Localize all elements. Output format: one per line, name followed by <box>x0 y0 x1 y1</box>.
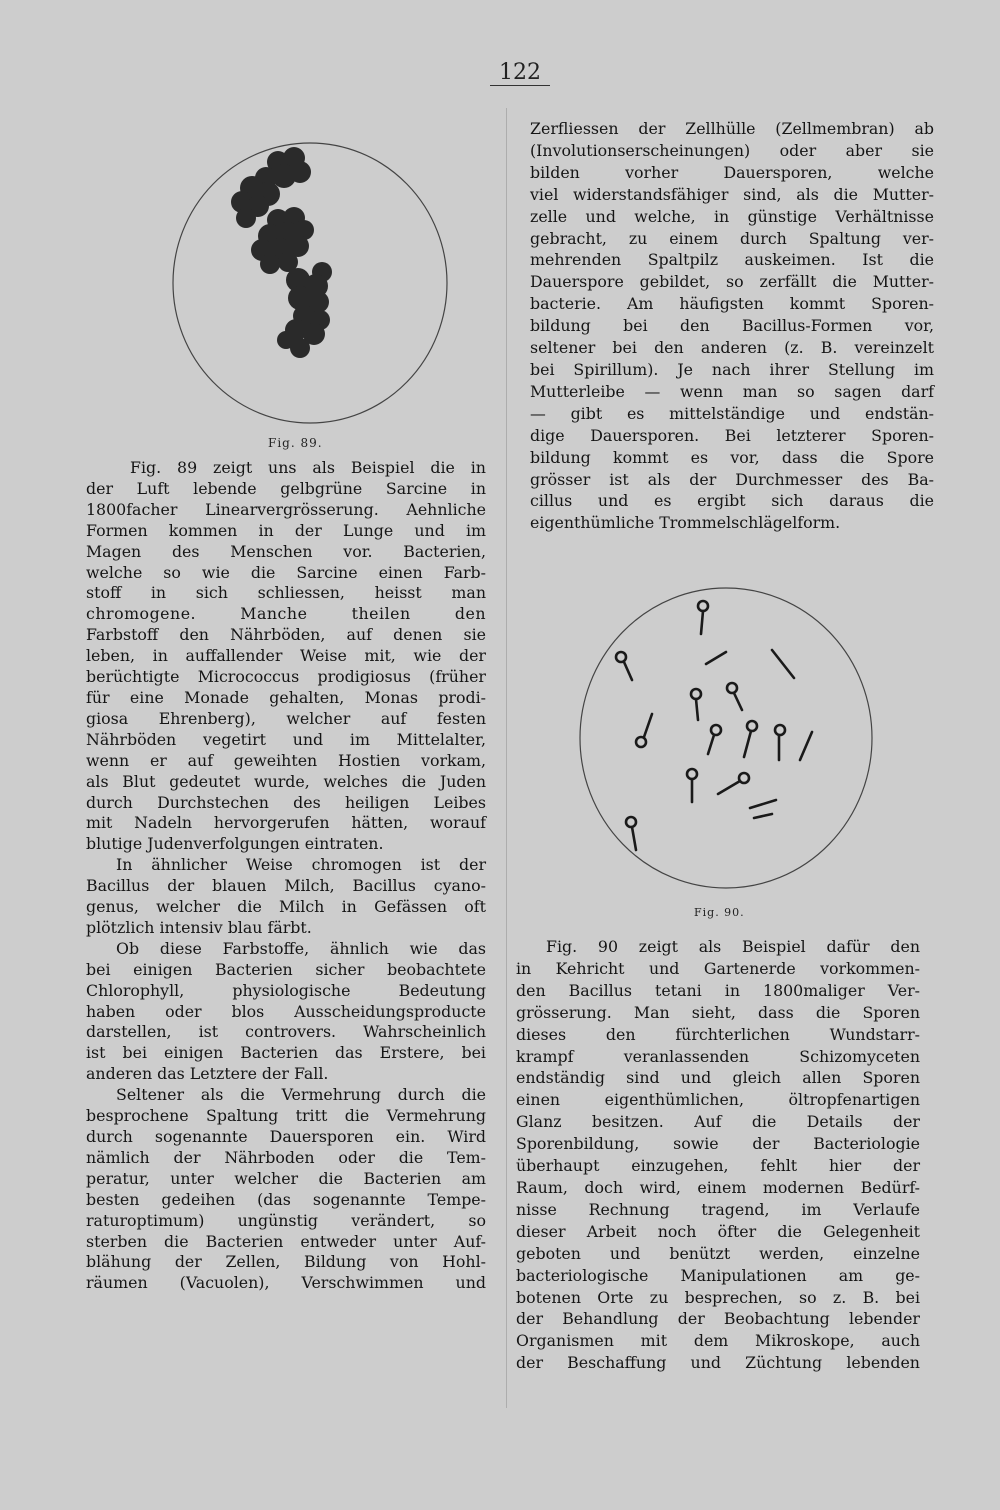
text-line: Mutterleibe — wenn man so sagen darf <box>530 381 934 401</box>
text-line: In ähnlicher Weise chromogen ist der <box>116 855 486 875</box>
text-line: den Bacillus tetani in 1800maliger Ver- <box>516 980 920 1000</box>
text-line: durch sogenannte Dauersporen ein. Wird <box>86 1127 486 1146</box>
text-line: Zerfliessen der Zellhülle (Zellmembran) ab <box>530 119 934 138</box>
text-line: dige Dauersporen. Bei letzterer Sporen- <box>530 425 934 445</box>
paragraph <box>86 458 486 479</box>
text-line: dieses den fürchterlichen Wundstarr- <box>516 1024 920 1044</box>
right-column-text-top <box>530 118 934 534</box>
text-line: gebracht, zu einem durch Spaltung ver- <box>530 228 934 248</box>
text-line: viel widerstandsfähiger sind, als die Mutter- <box>530 184 934 204</box>
text-line: einen eigenthümlichen, öltropfenartigen <box>516 1090 920 1110</box>
text-line: grösserung. Man sieht, dass die Sporen <box>516 1002 920 1022</box>
text-line: Magen des Menschen vor. Bacterien, <box>86 541 486 561</box>
text-line: Bacillus der blauen Milch, Bacillus cyano- <box>86 876 486 896</box>
text-line: Sporenbildung, sowie der Bacteriologie <box>516 1134 920 1154</box>
text-line: botenen Orte zu besprechen, so z. B. bei <box>516 1287 920 1307</box>
text-line: bacterie. Am häufigsten kommt Sporen- <box>530 294 934 314</box>
text-line: 1800facher Linearvergrösserung. Aehnliche <box>86 499 486 519</box>
text-line: besprochene Spaltung tritt die Vermehrung <box>86 1106 486 1126</box>
text-line: eigenthümliche Trommelschlägelform. <box>530 513 841 533</box>
text-line: endständig sind und gleich allen Sporen <box>516 1068 920 1088</box>
text-line: plötzlich intensiv blau färbt. <box>86 917 312 937</box>
text-line: Seltener als die Vermehrung durch die <box>116 1085 486 1105</box>
text-line: cillus und es ergibt sich daraus die <box>530 491 934 511</box>
text-line: Farbstoff den Nährböden, auf denen sie <box>86 625 486 645</box>
bacillus-tetani-spores-icon <box>576 582 876 894</box>
text-line: peratur, unter welcher die Bacterien am <box>86 1168 486 1188</box>
text-line: seltener bei den anderen (z. B. vereinzelt <box>530 338 934 358</box>
text-line: welche so wie die Sarcine einen Farb- <box>86 562 486 582</box>
paragraph <box>86 939 486 1085</box>
text-line: bildung bei den Bacillus-Formen vor, <box>530 316 934 336</box>
sarcina-cell-packets-icon <box>170 140 450 430</box>
column-divider <box>506 108 507 1408</box>
text-line: genus, welcher die Milch in Gefässen oft <box>86 897 486 917</box>
text-line: krampf veranlassenden Schizomyceten <box>516 1046 920 1066</box>
text-line: der Luft lebende gelbgrüne Sarcine in <box>86 478 486 498</box>
text-line: grösser ist als der Durchmesser des Ba- <box>530 469 934 489</box>
text-line: — gibt es mittelständige und endstän- <box>530 403 934 423</box>
text-line: stoff in sich schliessen, heisst man <box>86 583 486 603</box>
text-line: bei einigen Bacterien sicher beobachtete <box>86 959 486 979</box>
paragraph <box>530 118 934 534</box>
page-number: 122 <box>490 60 550 86</box>
text-line: anderen das Letztere der Fall. <box>86 1064 329 1084</box>
figure-90 <box>576 582 876 894</box>
text-line: mit Nadeln hervorgerufen hätten, worauf <box>86 813 486 833</box>
text-line: Fig. 90 zeigt als Beispiel dafür den <box>546 937 920 956</box>
text-line: giosa Ehrenberg), welcher auf festen <box>86 708 486 728</box>
text-line: Organismen mit dem Mikroskope, auch <box>516 1331 920 1351</box>
text-line: Chlorophyll, physiologische Bedeutung <box>86 980 486 1000</box>
text-line: Fig. 89 zeigt uns als Beispiel die in <box>130 458 486 477</box>
text-line: dieser Arbeit noch öfter die Gelegenheit <box>516 1221 920 1241</box>
text-line: nämlich der Nährboden oder die Tem- <box>86 1147 486 1167</box>
figure-90-caption: Fig. 90. <box>694 906 745 919</box>
text-line: nisse Rechnung tragend, im Verlaufe <box>516 1199 920 1219</box>
text-line: blutige Judenverfolgungen eintraten. <box>86 834 384 854</box>
text-line: Dauerspore gebildet, so zerfällt die Mutter- <box>530 272 934 292</box>
text-line: zelle und welche, in günstige Verhältnisse <box>530 206 934 226</box>
text-line: (Involutionserscheinungen) oder aber sie <box>530 140 934 160</box>
text-line: mehrenden Spaltpilz auskeimen. Ist die <box>530 250 934 270</box>
text-line: der Behandlung der Beobachtung lebender <box>516 1309 920 1329</box>
text-line: bei Spirillum). Je nach ihrer Stellung im <box>530 359 934 379</box>
text-line: haben oder blos Ausscheidungsproducte <box>86 1001 486 1021</box>
text-line: bilden vorher Dauersporen, welche <box>530 162 934 182</box>
paragraph <box>516 936 920 1374</box>
text-line: überhaupt einzugehen, fehlt hier der <box>516 1156 920 1176</box>
text-line: sterben die Bacterien entweder unter Auf- <box>86 1231 486 1251</box>
paragraph <box>86 479 486 855</box>
text-line: der Beschaffung und Züchtung lebenden <box>516 1353 920 1373</box>
text-line: Formen kommen in der Lunge und im <box>86 520 486 540</box>
text-line: leben, in auffallender Weise mit, wie der <box>86 646 486 666</box>
text-line: bildung kommt es vor, dass die Spore <box>530 447 934 467</box>
text-line: darstellen, ist controvers. Wahrscheinlich <box>86 1022 486 1042</box>
text-line: Raum, doch wird, einem modernen Bedürf- <box>516 1177 920 1197</box>
right-column-text-bottom <box>516 936 920 1374</box>
paragraph <box>86 1085 486 1294</box>
left-column-text <box>86 458 486 1294</box>
text-line: durch Durchstechen des heiligen Leibes <box>86 792 486 812</box>
text-line: bacteriologische Manipulationen am ge- <box>516 1265 920 1285</box>
text-line: geboten und benützt werden, einzelne <box>516 1243 920 1263</box>
text-line: in Kehricht und Gartenerde vorkommen- <box>516 958 920 978</box>
text-line: Glanz besitzen. Auf die Details der <box>516 1112 920 1132</box>
text-line: als Blut gedeutet wurde, welches die Juden <box>86 771 486 791</box>
text-line: ist bei einigen Bacterien das Erstere, bei <box>86 1043 486 1063</box>
text-line: chromogene. Manche theilen den <box>86 604 486 624</box>
text-line: räumen (Vacuolen), Verschwimmen und <box>86 1273 486 1293</box>
text-line: besten gedeihen (das sogenannte Tempe- <box>86 1189 486 1209</box>
text-line: blähung der Zellen, Bildung von Hohl- <box>86 1252 486 1272</box>
text-line: Ob diese Farbstoffe, ähnlich wie das <box>116 938 486 958</box>
text-line: für eine Monade gehalten, Monas prodi- <box>86 687 486 707</box>
text-line: berüchtigte Micrococcus prodigiosus (früher <box>86 667 486 687</box>
paragraph <box>86 855 486 939</box>
text-line: raturoptimum) ungünstig verändert, so <box>86 1210 486 1230</box>
text-line: wenn er auf geweihten Hostien vorkam, <box>86 750 486 770</box>
figure-89-caption: Fig. 89. <box>268 436 323 450</box>
text-line: Nährböden vegetirt und im Mittelalter, <box>86 729 486 749</box>
figure-89 <box>170 140 450 430</box>
